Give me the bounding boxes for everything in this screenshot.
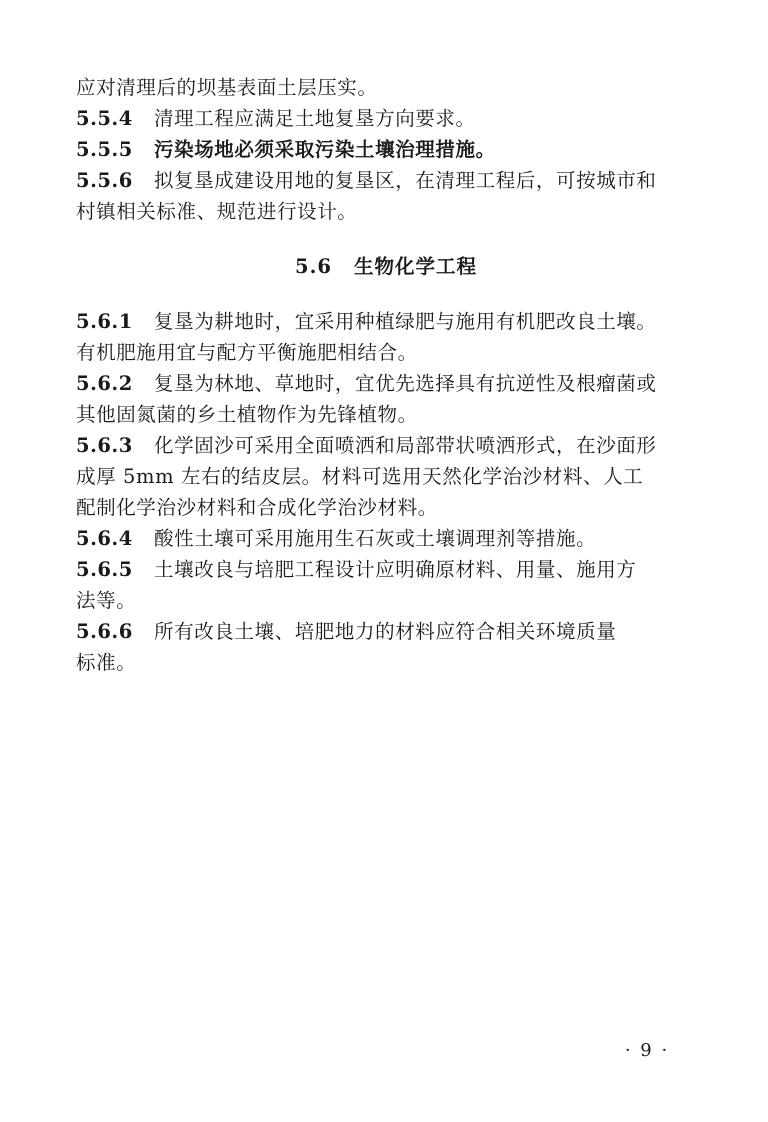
clause-text: 法等。 [76, 589, 137, 612]
section-heading [76, 251, 696, 282]
section-title: 生物化学工程 [353, 255, 477, 278]
clause-5-6-3-line1 [76, 430, 696, 461]
clause-5-6-3-line2 [76, 461, 696, 492]
clause-text: 复垦为林地、草地时，宜优先选择具有抗逆性及根瘤菌或 [154, 372, 657, 395]
clause-5-6-1-line2 [76, 337, 696, 368]
clause-text: 有机肥施用宜与配方平衡施肥相结合。 [76, 341, 418, 364]
clause-5-5-4 [76, 103, 696, 134]
clause-text: 成厚 5mm 左右的结皮层。材料可选用天然化学治沙材料、人工 [76, 465, 644, 488]
page-content [76, 72, 696, 678]
clause-5-5-5 [76, 134, 696, 165]
clause-text: 配制化学治沙材料和合成化学治沙材料。 [76, 496, 438, 519]
section-number: 5.6 [295, 255, 332, 278]
clause-number: 5.6.4 [76, 527, 133, 550]
clause-number: 5.6.1 [76, 310, 133, 333]
clause-5-5-6-line2 [76, 196, 696, 227]
clause-number: 5.5.4 [76, 107, 133, 130]
clause-5-6-5-line1 [76, 554, 696, 585]
clause-text: 村镇相关标准、规范进行设计。 [76, 200, 358, 223]
clause-text-mandatory: 污染场地必须采取污染土壤治理措施。 [154, 138, 496, 161]
clause-text: 化学固沙可采用全面喷洒和局部带状喷洒形式，在沙面形 [154, 434, 657, 457]
page-number: · 9 · [624, 1040, 670, 1061]
clause-text: 复垦为耕地时，宜采用种植绿肥与施用有机肥改良土壤。 [154, 310, 657, 333]
clause-5-6-2-line2 [76, 399, 696, 430]
clause-5-6-6-line1 [76, 616, 696, 647]
clause-5-6-6-line2 [76, 647, 696, 678]
clause-5-6-1-line1 [76, 306, 696, 337]
clause-5-5-6-line1 [76, 165, 696, 196]
clause-text: 所有改良土壤、培肥地力的材料应符合相关环境质量 [154, 620, 617, 643]
clause-5-6-3-line3 [76, 492, 696, 523]
clause-number: 5.5.5 [76, 138, 133, 161]
clause-text: 清理工程应满足土地复垦方向要求。 [154, 107, 476, 130]
clause-text: 标准。 [76, 651, 137, 674]
clause-number: 5.6.3 [76, 434, 133, 457]
clause-number: 5.5.6 [76, 169, 133, 192]
clause-text: 土壤改良与培肥工程设计应明确原材料、用量、施用方 [154, 558, 637, 581]
clause-number: 5.6.5 [76, 558, 133, 581]
clause-5-6-2-line1 [76, 368, 696, 399]
clause-5-6-5-line2 [76, 585, 696, 616]
paragraph-continuation [76, 72, 696, 103]
clause-number: 5.6.2 [76, 372, 133, 395]
continuation-text: 应对清理后的坝基表面土层压实。 [76, 76, 378, 99]
clause-text: 酸性土壤可采用施用生石灰或土壤调理剂等措施。 [154, 527, 597, 550]
clause-number: 5.6.6 [76, 620, 133, 643]
clause-text: 其他固氮菌的乡土植物作为先锋植物。 [76, 403, 418, 426]
clause-5-6-4-line1 [76, 523, 696, 554]
clause-text: 拟复垦成建设用地的复垦区，在清理工程后，可按城市和 [154, 169, 657, 192]
